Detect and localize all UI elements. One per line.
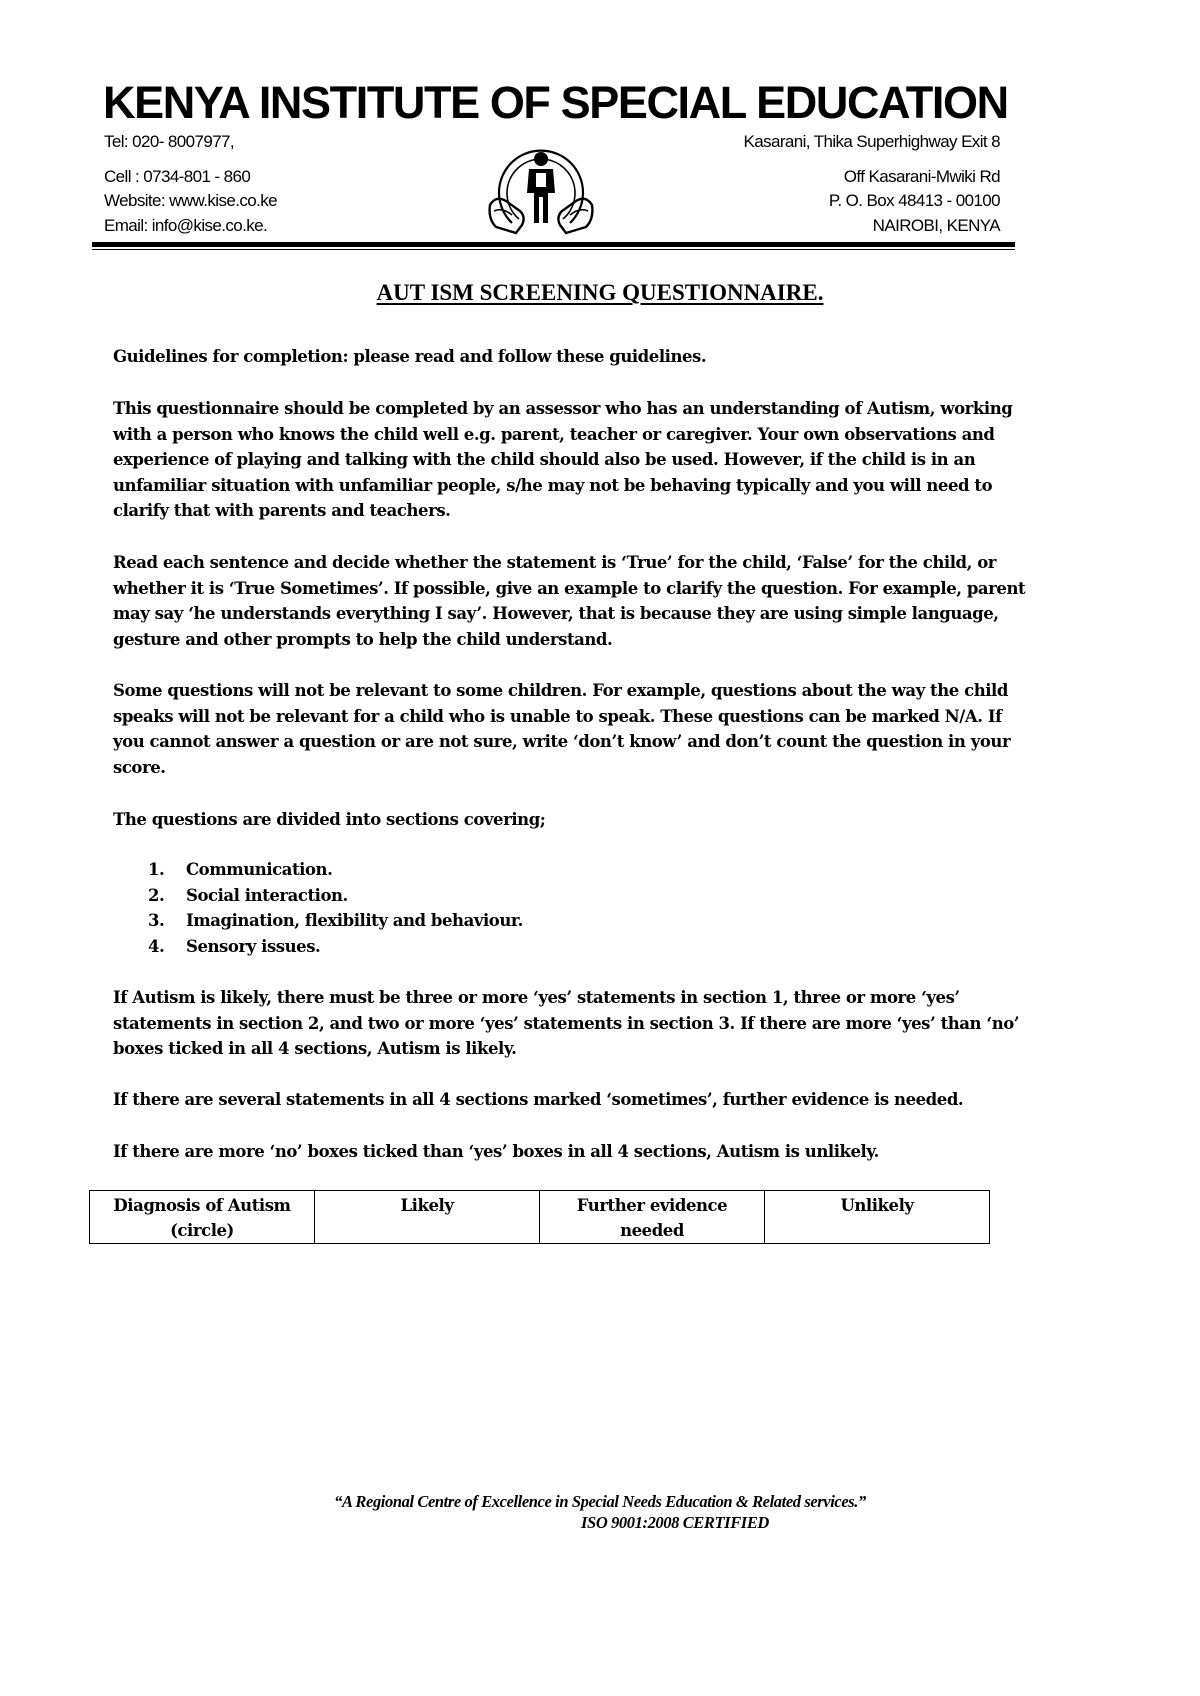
paragraph-text: This questionnaire should be completed by an assessor who has an understanding of Autism, working with a person who knows the child well e.g. parent, teacher or caregiver. Your own observations and experience of playing and talking with the child should also be used. However, if the child is in an unfamiliar situation with unfamiliar people, s/he may not be behaving typically and you will need to clarify that with parents and teachers. — [113, 399, 1013, 521]
paragraph-text: If there are several statements in all 4 sections marked ‘sometimes’, further evidence is needed. — [113, 1090, 964, 1109]
website: Website: www.kise.co.ke — [104, 191, 277, 210]
header-divider-thin — [92, 249, 1015, 250]
list-item — [148, 857, 748, 883]
email: Email: info@kise.co.ke. — [104, 216, 268, 235]
likely-option-cell[interactable]: Likely — [315, 1191, 540, 1244]
kise-logo-icon — [482, 131, 600, 241]
paragraph-text: If there are more ‘no’ boxes ticked than ‘yes’ boxes in all 4 sections, Autism is unlikely. — [113, 1142, 879, 1161]
footer-motto: “A Regional Centre of Excellence in Special Needs Education & Related services.” — [334, 1492, 866, 1511]
guidelines-heading — [113, 344, 1035, 370]
paragraph-text: Some questions will not be relevant to some children. For example, questions about the way the child speaks will not be relevant for a child who is unable to speak. These questions can be marked N/A. If you cannot answer a question or are not sure, write ‘don’t know’ and don’t count the question in your score. — [113, 681, 1011, 777]
further-evidence-option-cell[interactable]: Further evidence needed — [540, 1191, 765, 1244]
sections-list — [148, 857, 748, 959]
diagnosis-table — [89, 1190, 990, 1244]
paragraph-relevance — [113, 678, 1035, 780]
paragraph-text: The questions are divided into sections covering; — [113, 810, 546, 829]
guidelines-heading-text: Guidelines for completion: please read and follow these guidelines. — [113, 347, 707, 366]
list-item — [148, 934, 748, 960]
address-line-4: NAIROBI, KENYA — [872, 216, 1000, 235]
address-line-2: Off Kasarani-Mwiki Rd — [843, 167, 1000, 186]
rule-likely — [113, 985, 1035, 1062]
rule-unlikely — [113, 1139, 1035, 1165]
list-label: Social interaction. — [186, 885, 348, 905]
address-line-3: P. O. Box 48413 - 00100 — [828, 191, 1000, 210]
paragraph-sections-intro — [113, 807, 1035, 833]
list-label: Sensory issues. — [186, 936, 321, 956]
institution-name: KENYA INSTITUTE OF SPECIAL EDUCATION — [103, 77, 1008, 128]
list-item — [148, 883, 748, 909]
list-label: Communication. — [186, 860, 333, 879]
rule-further-evidence — [113, 1087, 1035, 1113]
list-number: 1. — [148, 860, 165, 879]
footer-certification: ISO 9001:2008 CERTIFIED — [581, 1513, 769, 1532]
address-line-1: Kasarani, Thika Superhighway Exit 8 — [743, 132, 1000, 151]
document-title: AUT ISM SCREENING QUESTIONNAIRE. — [376, 280, 824, 305]
paragraph-instructions — [113, 550, 1035, 652]
list-item — [148, 908, 748, 934]
list-number: 4. — [148, 936, 165, 956]
table-row — [90, 1191, 990, 1244]
telephone: Tel: 020- 8007977, — [104, 132, 235, 151]
paragraph-text: Read each sentence and decide whether the statement is ‘True’ for the child, ‘False’ for the child, or whether it is ‘True Sometimes’. If possible, give an example to clarify the question. For example, parent may say ‘he understands everything I say’. However, that is because they are using simple language, gesture and other prompts to help the child understand. — [113, 553, 1026, 649]
diagnosis-label-cell: Diagnosis of Autism (circle) — [90, 1191, 315, 1244]
list-number: 3. — [148, 911, 165, 931]
list-label: Imagination, flexibility and behaviour. — [186, 911, 523, 931]
paragraph-assessor — [113, 396, 1035, 524]
cell-phone: Cell : 0734-801 - 860 — [104, 167, 251, 186]
list-number: 2. — [148, 885, 165, 905]
header-divider — [92, 242, 1015, 247]
paragraph-text: If Autism is likely, there must be three or more ‘yes’ statements in section 1, three or more ‘yes’ statements in section 2, and two or more ‘yes’ statements in section 3. If there are more ‘yes’ than ‘no’ boxes ticked in all 4 sections, Autism is likely. — [113, 988, 1020, 1059]
unlikely-option-cell[interactable]: Unlikely — [765, 1191, 990, 1244]
